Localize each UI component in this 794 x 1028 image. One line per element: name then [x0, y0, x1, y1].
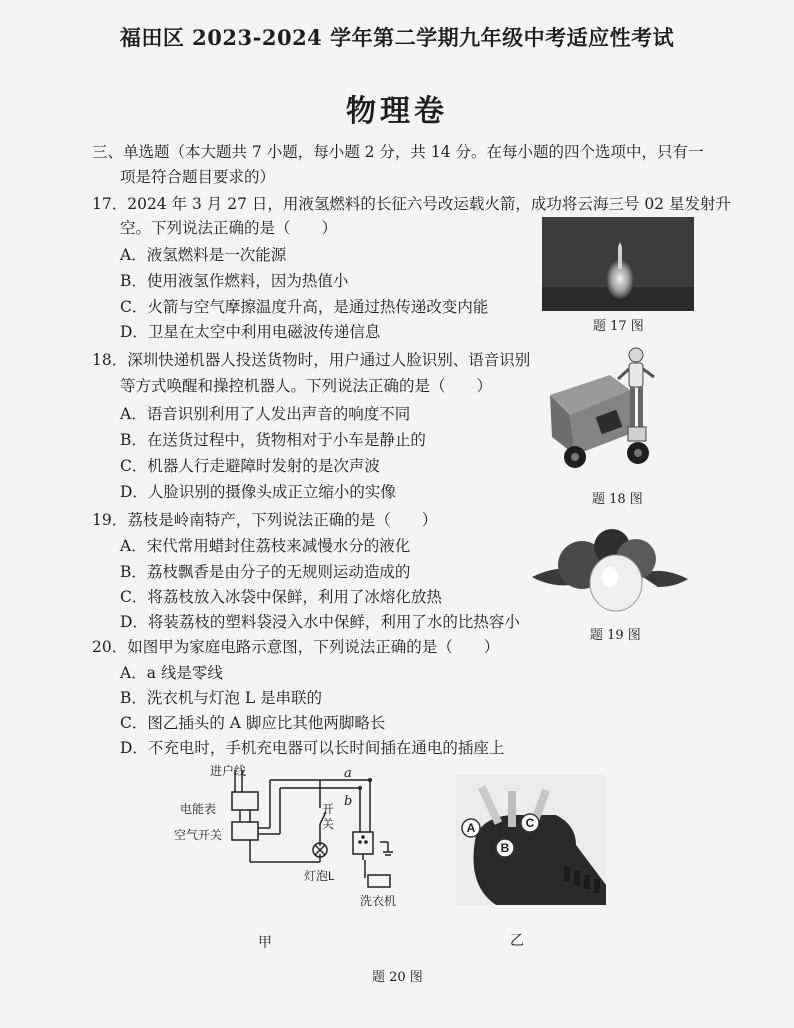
meter-label: 电能表	[180, 802, 217, 816]
q18-option-a: A．语音识别利用了人发出声音的响度不同	[120, 405, 411, 423]
q18-stem-line2: 等方式唤醒和操控机器人。下列说法正确的是（ ）	[120, 377, 493, 395]
q18-option-c: C．机器人行走避障时发射的是次声波	[120, 457, 380, 475]
delivery-robot-photo	[540, 345, 670, 475]
q19-stem: 19．荔枝是岭南特产，下列说法正确的是（ ）	[92, 511, 438, 529]
q18-stem-line1: 18．深圳快递机器人投送货物时，用户通过人脸识别、语音识别	[92, 351, 531, 369]
wire-a-label: a	[344, 766, 352, 781]
q18-option-d: D．人脸识别的摄像头成正立缩小的实像	[120, 483, 396, 501]
q20-option-a: A．a 线是零线	[120, 664, 223, 682]
q17-option-d: D．卫星在太空中利用电磁波传递信息	[120, 323, 381, 341]
q20-option-b: B．洗衣机与灯泡 L 是串联的	[120, 689, 323, 707]
q19-option-c: C．将荔枝放入冰袋中保鲜，利用了冰熔化放热	[120, 588, 442, 606]
plug-pin-c-label: C	[525, 816, 535, 830]
lychee-photo	[530, 525, 690, 617]
q17-stem-line2: 空。下列说法正确的是（ ）	[120, 219, 338, 237]
q17-option-b: B．使用液氢作燃料，因为热值小	[120, 272, 349, 290]
plug-pin-b-label: B	[500, 841, 510, 855]
breaker-label: 空气开关	[174, 828, 223, 842]
q17-option-a: A．液氢燃料是一次能源	[120, 246, 287, 264]
three-pin-plug-photo	[456, 775, 606, 905]
q19-option-d: D．将装荔枝的塑料袋浸入水中保鲜，利用了水的比热容小	[120, 613, 520, 631]
plug-pin-a-label: A	[466, 821, 476, 835]
q19-option-b: B．荔枝飘香是由分子的无规则运动造成的	[120, 563, 411, 581]
q18-option-b: B．在送货过程中，货物相对于小车是静止的	[120, 431, 426, 449]
incoming-line-label: 进户线	[210, 764, 247, 778]
wire-b-label: b	[344, 794, 353, 809]
fig17-caption: 题 17 图	[593, 319, 644, 334]
q17-option-c: C．火箭与空气摩擦温度升高，是通过热传递改变内能	[120, 298, 489, 316]
q17-stem-line1: 17．2024 年 3 月 27 日，用液氢燃料的长征六号改运载火箭，成功将云海三号 02 星发射升	[92, 195, 731, 213]
subfig-left-caption: 甲	[258, 935, 272, 951]
washer-label: 洗衣机	[360, 894, 397, 908]
fig19-caption: 题 19 图	[590, 628, 641, 643]
subfig-right-caption: 乙	[510, 933, 524, 949]
rocket-launch-photo	[542, 217, 694, 311]
q19-option-a: A．宋代常用蜡封住荔枝来减慢水分的液化	[120, 537, 411, 555]
switch-label-bottom: 关	[322, 817, 335, 831]
fig18-caption: 题 18 图	[592, 492, 643, 507]
section-heading-line1: 三、单选题（本大题共 7 小题，每小题 2 分，共 14 分。在每小题的四个选项中，只有一	[92, 143, 704, 161]
paper-title: 物理卷	[346, 94, 448, 129]
bulb-label: 灯泡L	[304, 869, 335, 883]
q20-option-d: D．不充电时，手机充电器可以长时间插在通电的插座上	[120, 739, 505, 757]
q20-stem: 20．如图甲为家庭电路示意图，下列说法正确的是（ ）	[92, 638, 500, 656]
switch-label-top: 开	[322, 802, 335, 816]
q20-option-c: C．图乙插头的 A 脚应比其他两脚略长	[120, 714, 386, 732]
section-heading-line2: 项是符合题目要求的）	[120, 168, 276, 186]
fig20-caption: 题 20 图	[372, 970, 423, 985]
exam-header: 福田区 2023-2024 学年第二学期九年级中考适应性考试	[119, 25, 675, 50]
